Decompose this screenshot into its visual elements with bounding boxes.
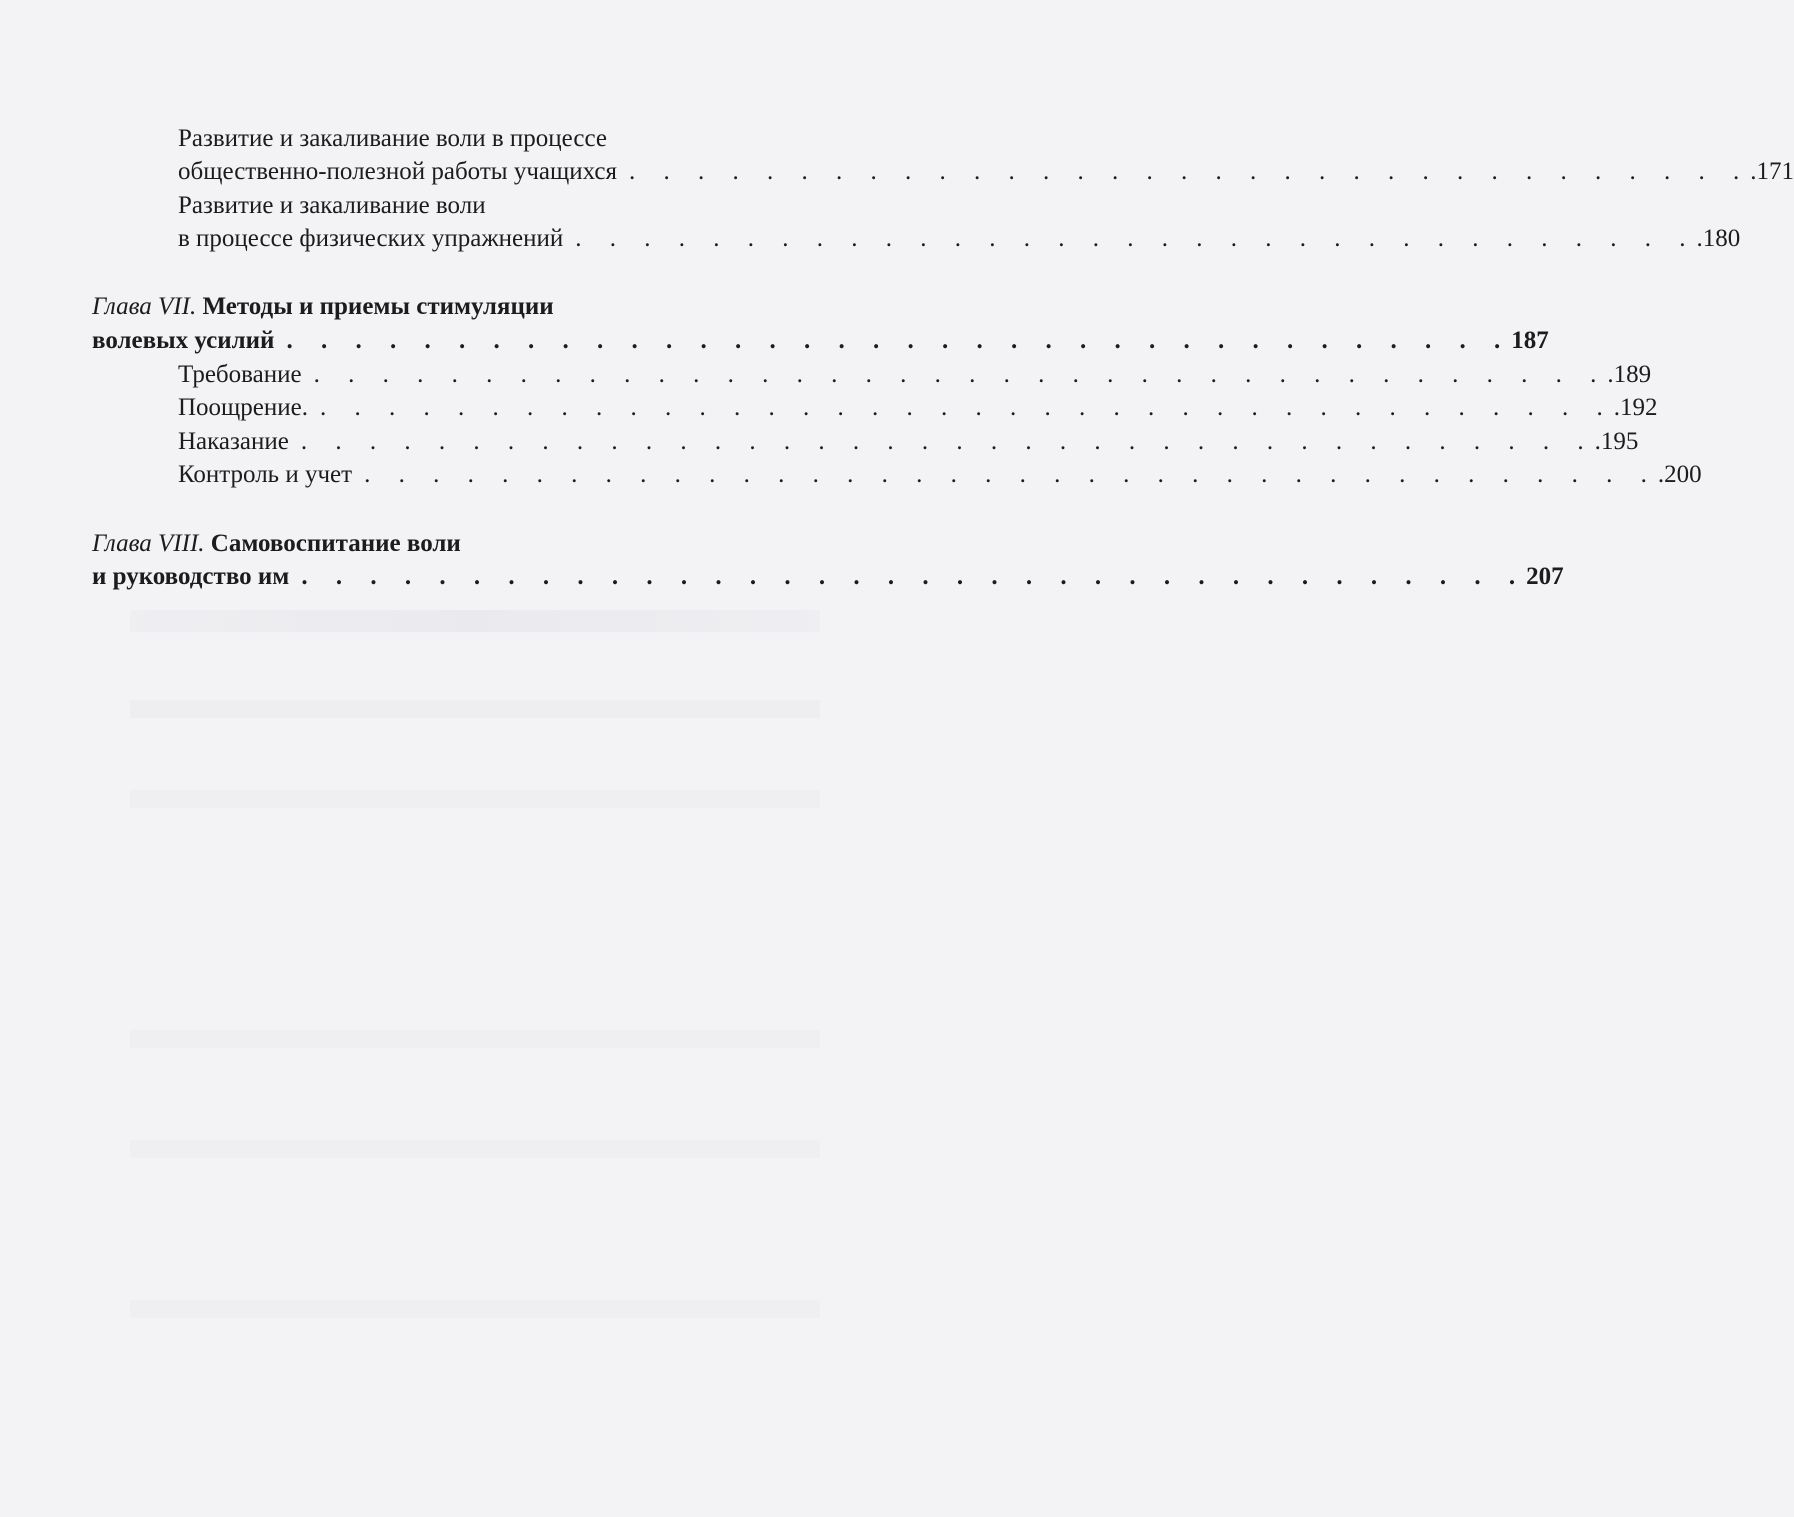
chapter-title: и руководство им	[92, 563, 290, 590]
chapter-label: Глава VII.	[92, 293, 197, 320]
dot-leader: . . . . . . . . . . . . . . . . . . . . . . . . . . . . . . . . . . . .	[301, 563, 1527, 590]
chapter-entry	[92, 324, 1549, 358]
chapter-title: волевых усилий	[92, 327, 275, 354]
toc-entry-text	[178, 189, 868, 223]
dot-leader: . . . . . . . . . . . . . . . . . . . . . . . . . . . . . . . . . . . . . .	[320, 394, 1614, 421]
page-number: .195	[1594, 428, 1639, 455]
toc-entry	[178, 222, 1741, 256]
toc-entry	[178, 458, 1702, 492]
dot-leader: . . . . . . . . . . . . . . . . . . . . . . . . . . . . . . . . .	[575, 225, 1697, 252]
chapter-entry	[92, 560, 1564, 594]
dot-leader: . . . . . . . . . . . . . . . . . . . . . . . . . . . . . . . . . . . . . .	[313, 361, 1608, 388]
chapter-heading	[92, 290, 852, 324]
page-number: .171	[1750, 158, 1794, 185]
chapter-heading	[92, 527, 852, 561]
toc-entry	[178, 391, 1658, 425]
page-number: .180	[1696, 225, 1741, 252]
toc-entry-text-line: в процессе физических упражнений	[178, 225, 564, 252]
toc-entry-label: Контроль и учет	[178, 461, 353, 488]
toc-entry	[178, 358, 1652, 392]
toc-entry-label: Поощрение.	[178, 394, 309, 421]
page-number: .189	[1607, 361, 1652, 388]
dot-leader: . . . . . . . . . . . . . . . . . . . . . . . . . . . . . . . . . . . . . .	[300, 428, 1595, 455]
dot-leader: . . . . . . . . . . . . . . . . . . . . . . . . . . . . . . . . . . . . . .	[364, 461, 1658, 488]
page-number: .200	[1657, 461, 1702, 488]
dot-leader: . . . . . . . . . . . . . . . . . . . . . . . . . . . . . . . . . . . .	[286, 327, 1512, 354]
chapter-title: Самовоспитание воли	[210, 530, 461, 557]
chapter-label: Глава VIII.	[92, 530, 205, 557]
toc-entry-text-line: Развитие и закаливание воли	[178, 192, 486, 219]
page-number: .192	[1613, 394, 1658, 421]
toc-entry	[178, 425, 1639, 459]
toc-entry	[178, 155, 1794, 189]
page-number: 207	[1526, 563, 1564, 590]
toc-entry-text	[178, 122, 868, 156]
toc-entry-label: Наказание	[178, 428, 289, 455]
toc-entry-text-line: Развитие и закаливание воли в процессе	[178, 125, 607, 152]
toc-entry-label: Требование	[178, 361, 302, 388]
dot-leader: . . . . . . . . . . . . . . . . . . . . . . . . . . . . . . . . .	[629, 158, 1751, 185]
page-number: 187	[1511, 327, 1549, 354]
chapter-title: Методы и приемы стимуляции	[202, 293, 554, 320]
toc-entry-text-line: общественно-полезной работы учащихся	[178, 158, 617, 185]
